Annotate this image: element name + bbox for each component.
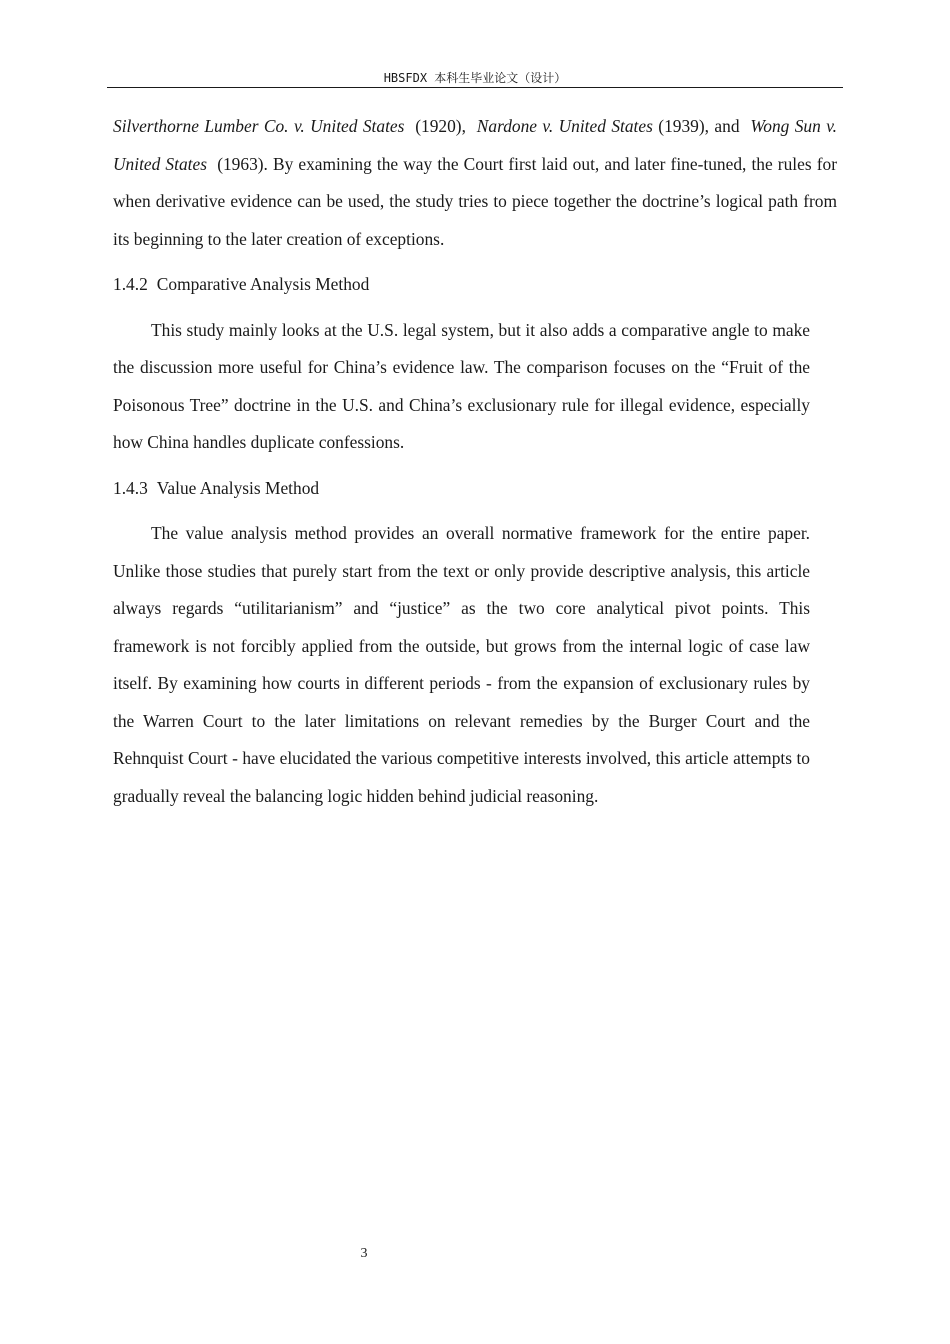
running-header: HBSFDX 本科生毕业论文（设计） xyxy=(383,71,567,85)
section-heading-1-4-2 xyxy=(113,266,837,304)
case-citation-wong-sun: Wong Sun v. United States xyxy=(113,116,838,174)
case-year-1939: (1939), and xyxy=(658,116,740,136)
page-body xyxy=(113,108,837,823)
section-title: Comparative Analysis Method xyxy=(156,274,370,294)
page-number: 3 xyxy=(360,1246,368,1261)
section-heading-1-4-3 xyxy=(113,470,837,508)
section-paragraph-1-4-3: The value analysis method provides an overall normative framework for the entire paper. Unlike those studies that purely start from the text or only provide descriptive analysis, this article always regards “utilitarianism” and “justice” as the two core analytical pivot points. This framework is not forcibly applied from the outside, but grows from the internal logic of case law itself. By examining how courts in different periods - from the expansion of exclusionary rules by the Warren Court to the later limitations on relevant remedies by the Burger Court and the Rehnquist Court - have elucidated the various competitive interests involved, this article attempts to gradually reveal the balancing logic hidden behind judicial reasoning. xyxy=(113,523,810,806)
section-number: 1.4.3 xyxy=(113,477,148,498)
section-paragraph-1-4-2: This study mainly looks at the U.S. legal system, but it also adds a comparative angle to make the discussion more useful for China’s evidence law. The comparison focuses on the “Fruit of the Poisonous Tree” doctrine in the U.S. and China’s exclusionary rule for illegal evidence, especially how China handles duplicate confessions. xyxy=(113,319,810,452)
continuation-paragraph xyxy=(113,108,837,258)
case-citation-silverthorne: Silverthorne Lumber Co. v. United States xyxy=(113,116,405,136)
section-number: 1.4.2 xyxy=(113,274,148,294)
header-rule xyxy=(107,87,843,88)
case-year-1920: (1920), xyxy=(415,116,466,136)
case-citation-nardone: Nardone v. United States xyxy=(476,116,653,136)
continuation-text: (1963). By examining the way the Court first laid out, and later fine-tuned, the rules for when derivative evidence can be used, the study tries to piece together the doctrine’s logical path from its beginning to the later creation of exceptions. xyxy=(113,153,837,249)
section-title: Value Analysis Method xyxy=(156,477,320,498)
